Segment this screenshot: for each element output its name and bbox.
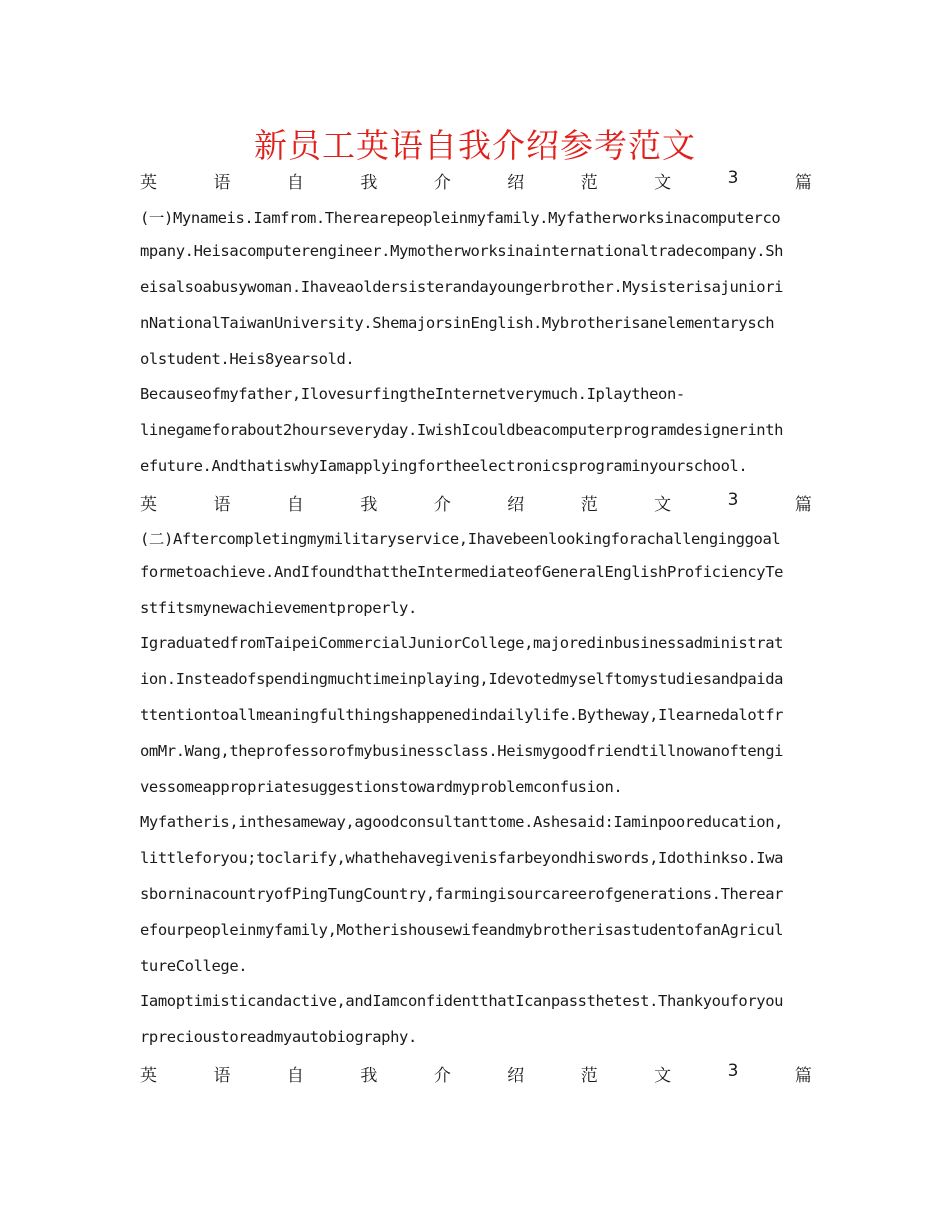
heading-char: 绍 xyxy=(507,495,525,515)
paragraph-line: formetoachieve.AndIfoundthattheIntermediateofGeneralEnglishProficiencyTe xyxy=(140,563,784,581)
paragraph-line: stfitsmynewachievementproperly. xyxy=(140,599,417,617)
heading-char: 自 xyxy=(286,1066,304,1086)
paragraph-line: Becauseofmyfather,IlovesurfingtheInternetverymuch.Iplaytheon- xyxy=(140,385,685,403)
paragraph-line: efourpeopleinmyfamily,MotherishousewifeandmybrotherisastudentofanAgricul xyxy=(140,921,784,939)
heading-char: 3 xyxy=(727,490,739,510)
heading-char: 自 xyxy=(286,173,304,193)
heading-char: 范 xyxy=(580,495,598,515)
heading-char: 文 xyxy=(654,1066,672,1086)
heading-char: 篇 xyxy=(794,173,812,193)
paragraph-line: IgraduatedfromTaipeiCommercialJuniorCollege,majoredinbusinessadministrat xyxy=(140,634,784,652)
paragraph-line: sborninacountryofPingTungCountry,farmingisourcareerofgenerations.Therear xyxy=(140,885,784,903)
heading-char: 范 xyxy=(580,173,598,193)
heading-char: 篇 xyxy=(794,495,812,515)
heading-char: 范 xyxy=(580,1066,598,1086)
heading-char: 我 xyxy=(360,1066,378,1086)
section-heading-3 xyxy=(140,1061,812,1086)
heading-char: 3 xyxy=(727,1061,739,1081)
heading-char: 文 xyxy=(654,173,672,193)
paragraph-line: vessomeappropriatesuggestionstowardmyproblemconfusion. xyxy=(140,778,623,796)
paragraph-line: mpany.Heisacomputerengineer.Mymotherworksinainternationaltradecompany.Sh xyxy=(140,242,784,260)
heading-char: 英 xyxy=(140,1066,157,1086)
paragraph-line: olstudent.Heis8yearsold. xyxy=(140,350,355,368)
heading-char: 介 xyxy=(433,173,451,193)
paragraph-line: ttentiontoallmeaningfulthingshappenedindailylife.Bytheway,Ilearnedalotfr xyxy=(140,706,784,724)
section-heading-2 xyxy=(140,490,812,515)
paragraph-line: Myfatheris,inthesameway,agoodconsultanttome.Ashesaid:Iaminpooreducation, xyxy=(140,813,784,831)
heading-char: 3 xyxy=(727,168,739,188)
paragraph-line: (一)Mynameis.Iamfrom.Therearepeopleinmyfamily.Myfatherworksinacomputerco xyxy=(140,209,781,227)
paragraph-line: efuture.AndthatiswhyIamapplyingfortheelectronicsprograminyourschool. xyxy=(140,457,748,475)
section-heading-1 xyxy=(140,168,812,193)
paragraph-line: littleforyou;toclarify,whathehavegivenisfarbeyondhiswords,Idothinkso.Iwa xyxy=(140,849,784,867)
heading-char: 文 xyxy=(654,495,672,515)
paragraph-line: omMr.Wang,theprofessorofmybusinessclass.Heismygoodfriendtillnowanoftengi xyxy=(140,742,784,760)
paragraph-line: linegameforabout2hourseveryday.IwishIcouldbeacomputerprogramdesignerinth xyxy=(140,421,784,439)
heading-char: 我 xyxy=(360,495,378,515)
paragraph-line: ion.Insteadofspendingmuchtimeinplaying,Idevotedmyselftomystudiesandpaida xyxy=(140,670,784,688)
heading-char: 语 xyxy=(213,173,231,193)
heading-char: 篇 xyxy=(794,1066,812,1086)
heading-char: 英 xyxy=(140,173,157,193)
paragraph-line: eisalsoabusywoman.Ihaveaoldersisterandayoungerbrother.Mysisterisajuniori xyxy=(140,278,784,296)
heading-char: 英 xyxy=(140,495,157,515)
paragraph-line: nNationalTaiwanUniversity.ShemajorsinEnglish.Mybrotherisanelementarysch xyxy=(140,314,775,332)
document-title: 新员工英语自我介绍参考范文 xyxy=(254,126,696,165)
heading-char: 语 xyxy=(213,1066,231,1086)
paragraph-line: tureCollege. xyxy=(140,957,248,975)
paragraph-line: (二)Aftercompletingmymilitaryservice,Ihavebeenlookingforachallenginggoal xyxy=(140,530,781,548)
heading-char: 介 xyxy=(433,495,451,515)
heading-char: 自 xyxy=(286,495,304,515)
paragraph-line: rprecioustoreadmyautobiography. xyxy=(140,1028,417,1046)
heading-char: 我 xyxy=(360,173,378,193)
heading-char: 介 xyxy=(433,1066,451,1086)
paragraph-line: Iamoptimisticandactive,andIamconfidentthatIcanpassthetest.Thankyouforyou xyxy=(140,992,784,1010)
heading-char: 绍 xyxy=(507,173,525,193)
heading-char: 语 xyxy=(213,495,231,515)
heading-char: 绍 xyxy=(507,1066,525,1086)
